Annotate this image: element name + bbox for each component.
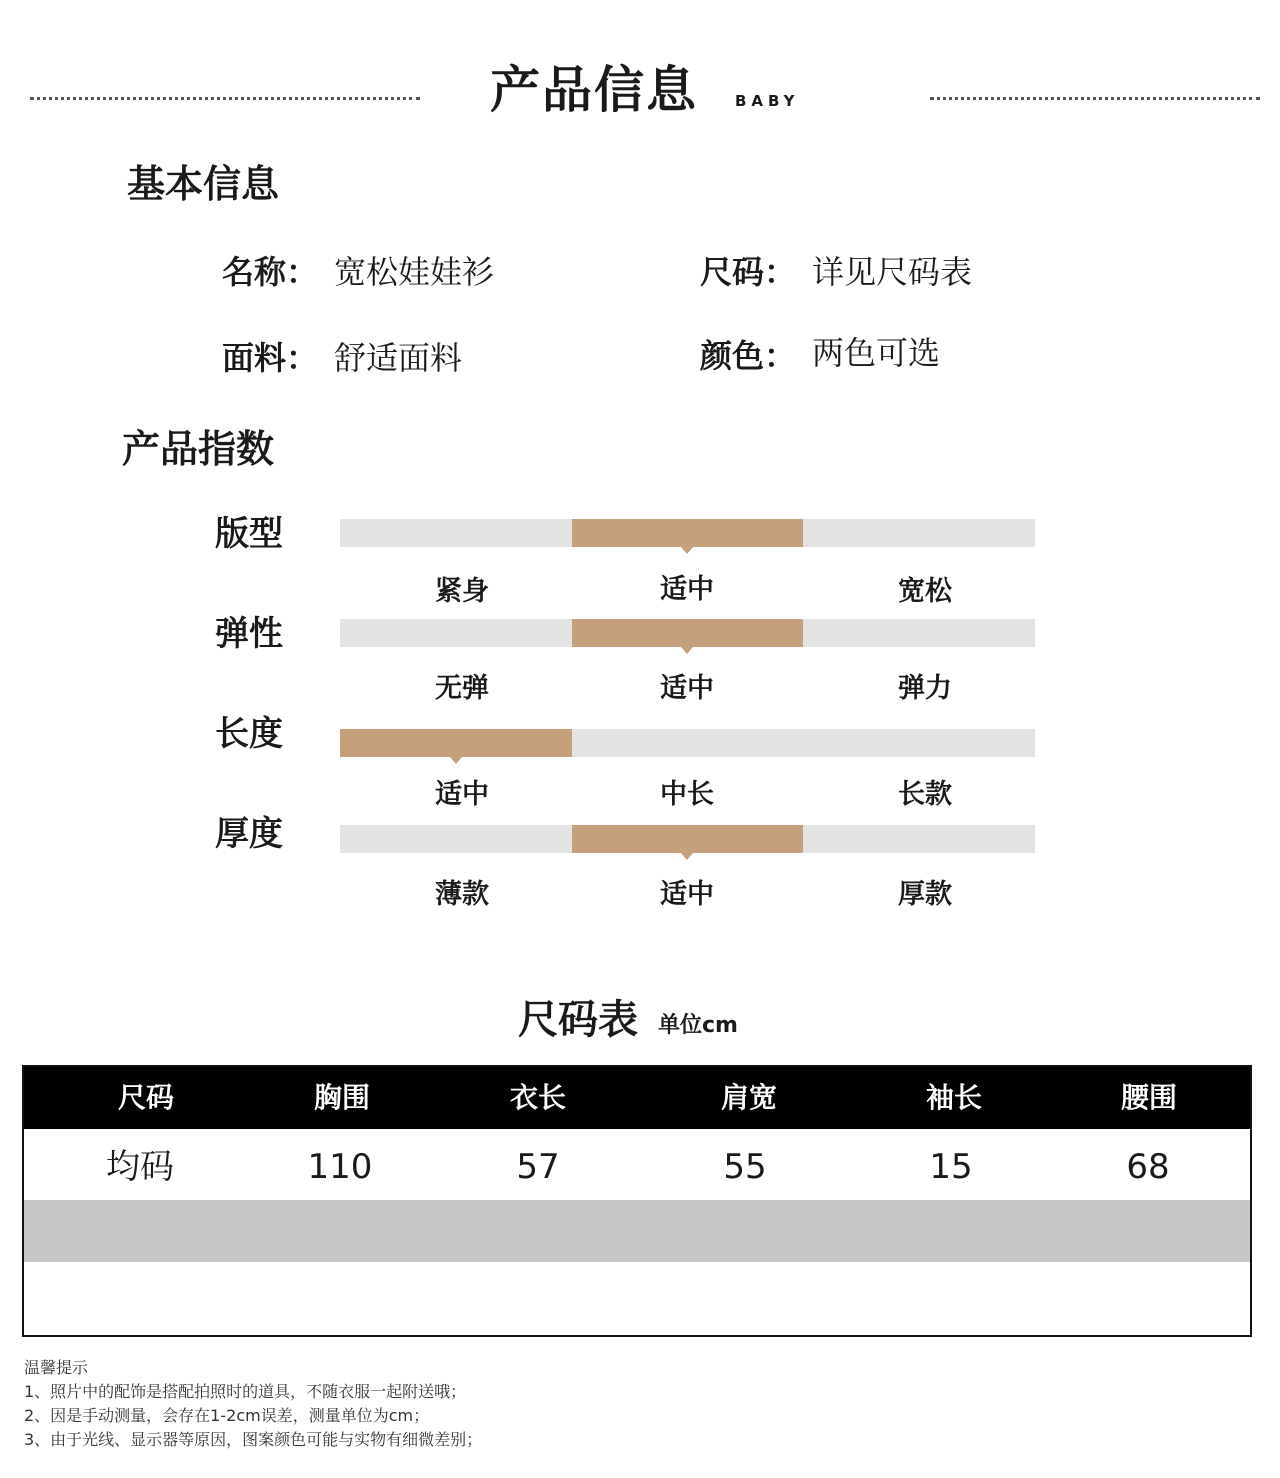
header-divider-right <box>930 97 1260 100</box>
scale-label: 薄款 <box>435 879 489 910</box>
scale-label: 弹力 <box>898 673 952 704</box>
notes-block <box>24 1356 482 1452</box>
table-cell: 15 <box>929 1147 973 1187</box>
scale-label: 适中 <box>660 574 714 605</box>
index-bar-elasticity <box>340 619 1035 647</box>
scale-label: 中长 <box>660 779 714 810</box>
table-cell: 55 <box>723 1147 767 1187</box>
index-bar-thickness <box>340 825 1035 853</box>
index-bar-fill <box>572 519 804 547</box>
table-header-cell: 尺码 <box>117 1081 174 1114</box>
basic-info-title: 基本信息 <box>127 162 280 206</box>
info-label-name: 名称： <box>222 253 319 291</box>
table-header-cell: 腰围 <box>1120 1081 1177 1114</box>
index-label-fit: 版型 <box>215 514 283 554</box>
info-label-color: 颜色： <box>700 337 797 375</box>
index-bar-fill <box>340 729 572 757</box>
index-bar-length <box>340 729 1035 757</box>
info-value-size: 详见尺码表 <box>812 253 973 291</box>
table-cell: 68 <box>1126 1147 1170 1187</box>
scale-label: 适中 <box>435 779 489 810</box>
table-row-empty <box>24 1200 1250 1262</box>
index-bar-fill <box>572 825 804 853</box>
scale-label: 厚款 <box>898 879 952 910</box>
table-cell: 均码 <box>106 1147 174 1187</box>
size-table <box>22 1065 1252 1337</box>
info-label-size: 尺码： <box>700 253 797 291</box>
note-line: 2、因是手动测量，会存在1-2cm误差，测量单位为cm； <box>24 1406 430 1425</box>
size-chart-title: 尺码表 <box>518 997 638 1043</box>
table-cell: 110 <box>307 1147 373 1187</box>
table-header-cell: 肩宽 <box>720 1081 777 1114</box>
info-value-fabric: 舒适面料 <box>334 339 463 377</box>
scale-label: 适中 <box>660 879 714 910</box>
info-value-color: 两色可选 <box>812 334 941 372</box>
page-title: 产品信息 <box>490 61 698 119</box>
index-label-length: 长度 <box>215 714 283 754</box>
table-header-cell: 衣长 <box>509 1081 566 1114</box>
index-bar-fit <box>340 519 1035 547</box>
table-cell: 57 <box>516 1147 560 1187</box>
header-divider-left <box>30 97 420 100</box>
scale-label: 宽松 <box>898 576 952 607</box>
scale-label: 无弹 <box>435 673 489 704</box>
index-label-elasticity: 弹性 <box>215 614 283 654</box>
notes-title: 温馨提示 <box>24 1358 89 1377</box>
table-header-cell: 袖长 <box>925 1081 982 1114</box>
info-value-name: 宽松娃娃衫 <box>334 253 495 291</box>
index-bar-fill <box>572 619 804 647</box>
note-line: 1、照片中的配饰是搭配拍照时的道具，不随衣服一起附送哦； <box>24 1382 467 1401</box>
note-line: 3、由于光线、显示器等原因，图案颜色可能与实物有细微差别； <box>24 1430 483 1449</box>
scale-label: 适中 <box>660 673 714 704</box>
table-header-cell: 胸围 <box>313 1081 370 1114</box>
size-chart-unit: 单位cm <box>658 1013 738 1038</box>
info-label-fabric: 面料： <box>222 339 319 377</box>
page-subtitle: BABY <box>735 92 800 110</box>
scale-label: 长款 <box>898 779 952 810</box>
index-label-thickness: 厚度 <box>215 814 283 854</box>
size-table-header <box>24 1067 1250 1129</box>
product-index-title: 产品指数 <box>122 427 275 471</box>
scale-label: 紧身 <box>435 576 489 607</box>
